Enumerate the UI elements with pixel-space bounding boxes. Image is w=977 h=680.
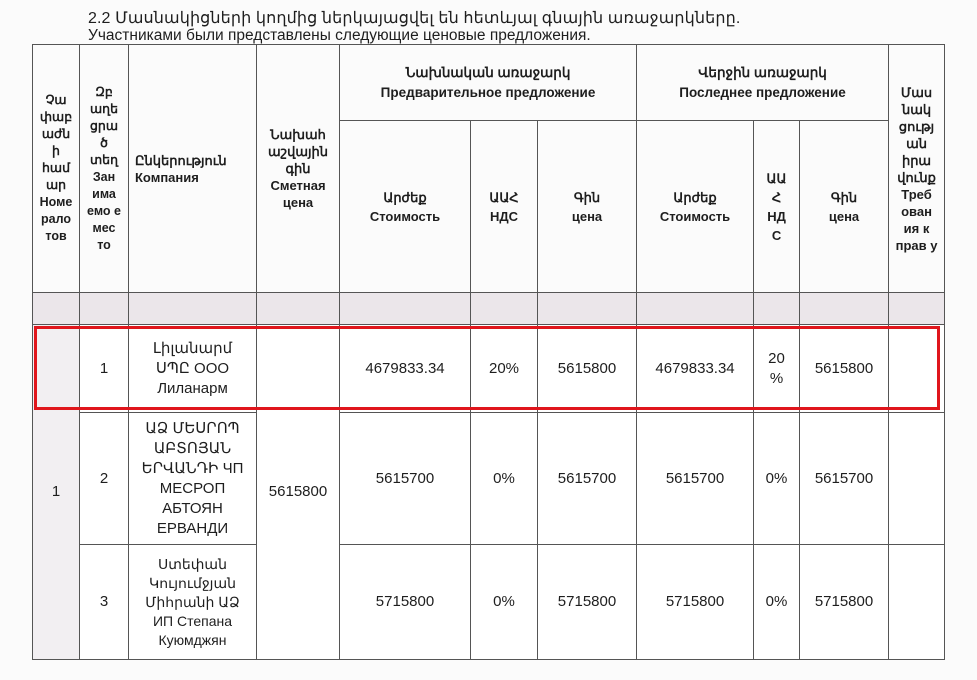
place-cell: 1 [80, 325, 129, 413]
right-cell [889, 325, 945, 413]
header-fin-vat: ԱԱ Հ НД С [754, 121, 800, 293]
table-row [33, 413, 945, 545]
header-pre-price: Գին цена [538, 121, 637, 293]
right-cell [889, 545, 945, 660]
fin-cost-cell: 5615700 [637, 413, 754, 545]
header-lot-number: Չա փաբ աժն ի համ ար Номе рало тов [33, 45, 80, 293]
table-row [33, 545, 945, 660]
company-cell: Ստեփան Կույումջյան Միհրանի ԱՁ ИП Степана Куюмджян [129, 545, 257, 660]
header-company: Ընկերություն Компания [129, 45, 257, 293]
price-offers-table [32, 44, 945, 660]
fin-price-cell: 5615800 [800, 325, 889, 413]
place-cell: 3 [80, 545, 129, 660]
fin-vat-cell: 20 % [754, 325, 800, 413]
fin-price-cell: 5615700 [800, 413, 889, 545]
pre-cost-cell: 4679833.34 [340, 325, 471, 413]
pre-price-cell: 5715800 [538, 545, 637, 660]
fin-vat-cell: 0% [754, 413, 800, 545]
fin-vat-cell: 0% [754, 545, 800, 660]
section-heading [88, 9, 740, 46]
header-final-offer: Վերջին առաջարկ Последнее предложение [637, 45, 889, 121]
lot-number: 1 [33, 325, 80, 660]
pre-price-cell: 5615800 [538, 325, 637, 413]
heading-russian: Участниками были представлены следующие ценовые предложения. [88, 27, 591, 44]
header-estimate-price: Նախահ աշվային գին Сметная цена [257, 45, 340, 293]
company-cell: ԱՁ ՄԵՍՐՈՊ ԱԲՏՈՅԱՆ ԵՐՎԱՆԴԻ ЧП МЕСРОП АБТОЯН ЕРВАНДИ [129, 413, 257, 545]
company-cell: Լիլանարմ ՍՊԸ ООО Лиланарм [129, 325, 257, 413]
fin-price-cell: 5715800 [800, 545, 889, 660]
header-participation-right: Մաս նակ ցությ ան իրա վունք Треб ован ия к прав у [889, 45, 945, 293]
pre-vat-cell: 20% [471, 325, 538, 413]
pre-vat-cell: 0% [471, 413, 538, 545]
blank-row [33, 293, 945, 325]
pre-cost-cell: 5715800 [340, 545, 471, 660]
header-preliminary-offer: Նախնական առաջարկ Предварительное предложение [340, 45, 637, 121]
estimate-price: 5615800 [257, 325, 340, 660]
right-cell [889, 413, 945, 545]
heading-armenian: 2.2 Մասնակիցների կողմից ներկայացվել են հետևյալ գնային առաջարկները. [88, 10, 741, 27]
place-cell: 2 [80, 413, 129, 545]
pre-vat-cell: 0% [471, 545, 538, 660]
header-place: Զբ աղե ցրա ծ տեղ Зан има емо е мес то [80, 45, 129, 293]
header-fin-cost: Արժեք Стоимость [637, 121, 754, 293]
fin-cost-cell: 5715800 [637, 545, 754, 660]
header-pre-cost: Արժեք Стоимость [340, 121, 471, 293]
table-row [33, 325, 945, 413]
pre-price-cell: 5615700 [538, 413, 637, 545]
pre-cost-cell: 5615700 [340, 413, 471, 545]
header-fin-price: Գին цена [800, 121, 889, 293]
header-pre-vat: ԱԱՀ НДС [471, 121, 538, 293]
fin-cost-cell: 4679833.34 [637, 325, 754, 413]
